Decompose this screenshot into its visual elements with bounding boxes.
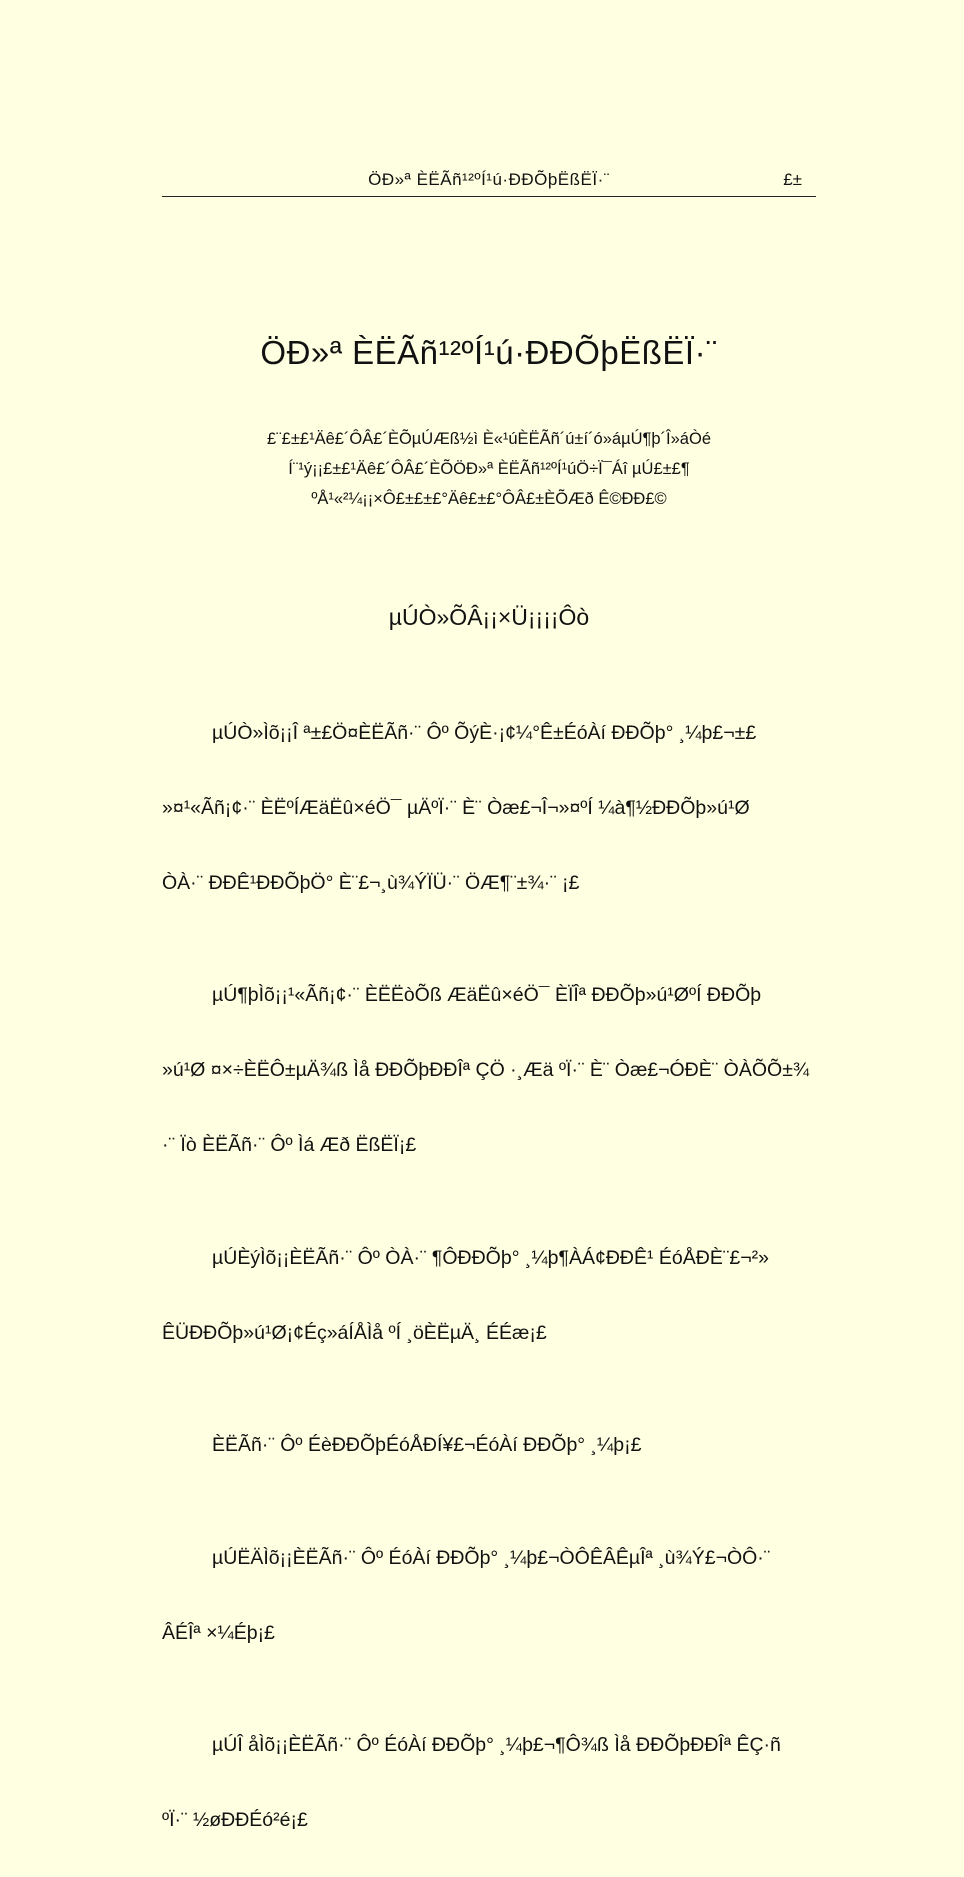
enactment-info-line: £¨£±£¹Äê£´ÔÂ£´ÈÕµÚÆß½ì È«¹úÈËÃñ´ú±í´ó»áµÚ¶þ´Î»áÒé xyxy=(162,424,816,454)
text-line: ÈËÃñ·¨ Ôº ÉèÐÐÕþÉóÅÐÍ¥£¬ÉóÀí ÐÐÕþ° ¸¼þ¡£ xyxy=(162,1427,822,1465)
article-paragraph xyxy=(162,1502,822,1690)
text-line: ºÏ·¨ ½øÐÐÉó²é¡£ xyxy=(162,1802,822,1840)
article-paragraph xyxy=(162,1690,822,1877)
text-line: »¤¹«Ãñ¡¢·¨ ÈËºÍÆäËû×éÖ¯ µÄºÏ·¨ È¨ Òæ£¬Î¬»¤ºÍ ¼à¶½ÐÐÕþ»ú¹Ø xyxy=(162,790,822,828)
running-header xyxy=(162,166,816,197)
text-line: ÂÉÎª ×¼Éþ¡£ xyxy=(162,1615,822,1653)
text-line: ·¨ Ïò ÈËÃñ·¨ Ôº Ìá Æð ËßËÏ¡£ xyxy=(162,1127,822,1165)
enactment-info xyxy=(162,424,816,514)
text-line: »ú¹Ø ¤×÷ÈËÔ±µÄ¾ß Ìå ÐÐÕþÐÐÎª ÇÖ ·¸Æä ºÏ·¨ È¨ Òæ£¬ÓÐÈ¨ ÒÀÕÕ±¾ xyxy=(162,1052,822,1090)
article-paragraph xyxy=(162,677,822,940)
article-paragraph xyxy=(162,1202,822,1390)
page-number: £± xyxy=(783,170,802,190)
text-line: ÊÜÐÐÕþ»ú¹Ø¡¢Éç»áÍÅÌå ºÍ ¸öÈËµÄ¸ ÉÉæ¡£ xyxy=(162,1315,822,1353)
article-paragraph xyxy=(162,1390,822,1503)
running-header-title: ÖÐ»ª ÈËÃñ¹²ºÍ¹ú·ÐÐÕþËßËÏ·¨ xyxy=(162,170,816,190)
chapter-heading: µÚÒ»ÕÂ¡¡×Ü¡¡¡¡Ôò xyxy=(162,604,816,631)
document-title: ÖÐ»ª ÈËÃñ¹²ºÍ¹ú·ÐÐÕþËßËÏ·¨ xyxy=(162,334,816,372)
text-line: µÚ¶þÌõ¡¡¹«Ãñ¡¢·¨ ÈËËòÕß ÆäËû×éÖ¯ ÈÏÎª ÐÐÕþ»ú¹ØºÍ ÐÐÕþ xyxy=(162,977,822,1015)
enactment-info-line: Í¨¹ý¡¡£±£¹Äê£´ÔÂ£´ÈÕÖÐ»ª ÈËÃñ¹²ºÍ¹úÖ÷Ï¯Áî µÚ£±£¶ xyxy=(162,454,816,484)
enactment-info-line: ºÅ¹«²¼¡¡×Ô£±£±£°Äê£±£°ÔÂ£±ÈÕÆð Ê©ÐÐ£© xyxy=(162,484,816,514)
text-line: ÒÀ·¨ ÐÐÊ¹ÐÐÕþÖ° È¨£¬¸ù¾ÝÏÜ·¨ ÖÆ¶¨±¾·¨ ¡£ xyxy=(162,865,822,903)
article-paragraph xyxy=(162,940,822,1203)
text-line: µÚÒ»Ìõ¡¡Î ª±£Ö¤ÈËÃñ·¨ Ôº ÕýÈ·¡¢¼°Ê±ÉóÀí ÐÐÕþ° ¸¼þ£¬±£ xyxy=(162,715,822,753)
text-line: µÚËÄÌõ¡¡ÈËÃñ·¨ Ôº ÉóÀí ÐÐÕþ° ¸¼þ£¬ÒÔÊÂÊµÎª ¸ù¾Ý£¬ÒÔ·¨ xyxy=(162,1540,822,1578)
text-line: µÚÎ åÌõ¡¡ÈËÃñ·¨ Ôº ÉóÀí ÐÐÕþ° ¸¼þ£¬¶Ô¾ß Ìå ÐÐÕþÐÐÎª ÊÇ·ñ xyxy=(162,1727,822,1765)
body-text xyxy=(162,677,822,1877)
text-line: µÚÈýÌõ¡¡ÈËÃñ·¨ Ôº ÒÀ·¨ ¶ÔÐÐÕþ° ¸¼þ¶ÀÁ¢ÐÐÊ¹ ÉóÅÐÈ¨£¬²» xyxy=(162,1240,822,1278)
